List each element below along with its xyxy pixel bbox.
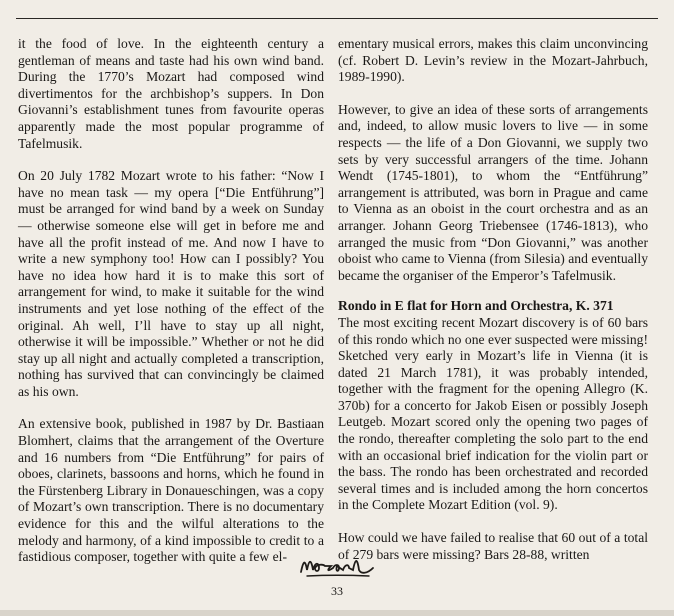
right-paragraph-3: The most exciting recent Mozart discovery is of 60 bars of this rondo which no one ever suspected were missing! Sketched very early in Mozart’s life in Vienna (it is dated 21 March 1781), it was probably intended, together with the fragment for the opening Allegro (K. 370b) for a concerto for Jakob Eisen or possibly Joseph Leutgeb. Mozart scored only the opening two pages of the rondo, thereafter completing the solo part to the end with an occasional brief indication for the violin part or the bass. The rondo has been orchestrated and recorded several times and is included among the horn concertos in the Complete Mozart Edition (vol. 9). <box>338 314 648 513</box>
section-heading: Rondo in E flat for Horn and Orchestra, K. 371 <box>338 298 614 314</box>
left-paragraph-3: An extensive book, published in 1987 by Dr. Bastiaan Blomhert, claims that the arrangement of the Overture and 16 numbers from “Die Entführung” for pairs of oboes, clarinets, bassoons and horns, which he found in the Fürstenberg Library in Donaueschingen, was a copy of Mozart’s own transcription. There is no documentary evidence for this and the wilful alterations to the melody and harmony, of a kind impossible to credit to a fastidious composer, together with quite a few el- <box>18 416 324 565</box>
right-column <box>338 36 648 579</box>
right-paragraph-4: How could we have failed to realise that 60 out of a total of 279 bars were missing? Bars 28-88, written <box>338 530 648 562</box>
signature-logo-icon <box>297 552 377 578</box>
top-rule <box>16 18 658 19</box>
left-paragraph-1: it the food of love. In the eighteenth century a gentleman of means and taste had his own wind band. During the 1770’s Mozart had composed wind divertimentos for the archbishop’s suppers. In Don Giovanni’s establishment tunes from favourite operas apparently made the most popular programme of Tafelmusik. <box>18 36 324 151</box>
right-paragraph-2: However, to give an idea of these sorts of arrangements and, indeed, to allow music lovers to live — in some respects — the life of a Don Giovanni, we supply two sets by very successful arrangers of the time. Johann Wendt (1745-1801), to whom the “Entführung” arrangement is attributed, was born in Prague and came to Vienna as an oboist in the court orchestra and as an arranger. Johann Georg Triebensee (1746-1813), who arranged the music from “Don Giovanni,” was another oboist who came to Vienna (from Silesia) and eventually became the organiser of the Emperor’s Tafelmusik. <box>338 101 648 283</box>
mozart-signature <box>0 552 674 583</box>
right-paragraph-1: ementary musical errors, makes this claim unconvincing (cf. Robert D. Levin’s review in the Mozart-Jahrbuch, 1989-1990). <box>338 36 648 85</box>
left-column <box>18 36 324 582</box>
page-edge-shadow <box>0 610 674 616</box>
left-paragraph-2: On 20 July 1782 Mozart wrote to his father: “Now I have no mean task — my opera [“Die Entführung”] must be arranged for wind band by a week on Sunday — otherwise someone else will get in before me and have all the profit instead of me. And now I have to write a new symphony too! How can I possibly? You have no idea how hard it is to make this sort of arrangement for wind, to make it suitable for the wind instruments and yet lose nothing of the effect of the original. Ah well, I’ll have to stay up all night, otherwise it will be impossible.” Whether or not he did stay up all night and actually completed a transcription, nothing has survived that can convincingly be claimed as his own. <box>18 168 324 399</box>
page-number: 33 <box>331 584 343 598</box>
